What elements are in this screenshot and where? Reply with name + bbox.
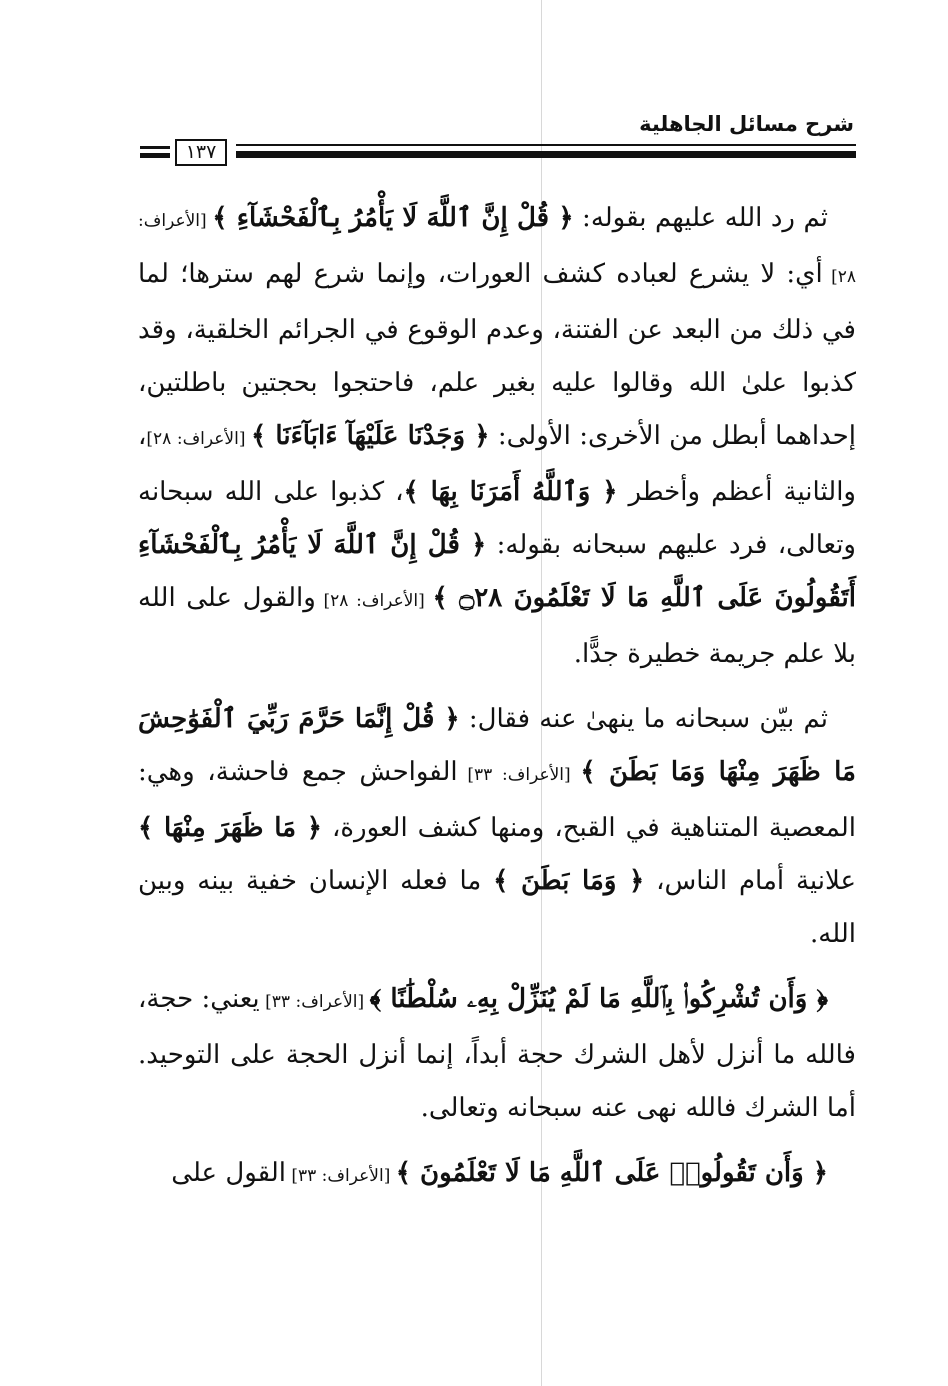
verse-reference: [الأعراف: ٢٨] [138, 211, 856, 287]
verse-reference: [الأعراف: ٣٣] [457, 765, 581, 785]
header-rule-left-thin [140, 146, 170, 149]
text-run: ثم رد الله عليهم بقوله: [573, 203, 828, 233]
text-run: علانية أمام الناس، [644, 866, 857, 896]
text-run: أي: لا يشرع لعباده كشف العورات، وإنما شرع لهم سترها؛ لما في ذلك من البعد عن الفتنة، وعدم الوقوع في الجرائم الخلقية، وقد كذبوا علىٰ الله وقالوا عليه بغير علم، فاحتجوا بحجتين باطلتين، إحداهما أبطل من الأخرى: الأولى: [138, 259, 856, 451]
verse-reference: [الأعراف: ٢٨] [315, 591, 433, 611]
paragraph-4 [138, 1147, 856, 1203]
running-header-title: شرح مسائل الجاهلية [639, 112, 854, 136]
quran-verse: ﴿ وَجَدْنَا عَلَيْهَآ ءَابَآءَنَا ﴾ [251, 421, 490, 451]
text-run: ، والثانية أعظم وأخطر [138, 421, 856, 507]
quran-verse: ﴿ قُلْ إِنَّ ٱللَّهَ لَا يَأْمُرُ بِٱلْفَحْشَآءِ أَتَقُولُونَ عَلَى ٱللَّهِ مَا لَا تَعْلَمُونَ ۝٢٨ ﴾ [138, 530, 856, 613]
header-rule-thin [236, 144, 856, 146]
paragraph-3 [138, 973, 856, 1135]
text-run: ، كذبوا على الله سبحانه وتعالى، فرد عليهم سبحانه بقوله: [138, 477, 856, 560]
quran-verse: ﴿ وَمَا بَطَنَ ﴾ [493, 866, 645, 896]
body-text [138, 192, 856, 1203]
verse-reference: [الأعراف: ٣٣] [285, 1166, 396, 1186]
text-run: الفواحش جمع فاحشة، وهي: المعصية المتناهية في القبح، ومنها كشف العورة، [138, 757, 856, 843]
verse-reference: [الأعراف: ٣٣] [259, 992, 370, 1012]
text-run: القول على [171, 1158, 286, 1188]
quran-verse: ﴿ قُلْ إِنَّ ٱللَّهَ لَا يَأْمُرُ بِٱلْفَحْشَآءِ ﴾ [212, 203, 574, 233]
quran-verse: ﴿ وَٱللَّهُ أَمَرَنَا بِهَا ﴾ [403, 477, 618, 507]
text-run: ثم بيّن سبحانه ما ينهىٰ عنه فقال: [459, 704, 828, 734]
quran-verse: ﴿ مَا ظَهَرَ مِنْهَا ﴾ [138, 813, 323, 843]
quran-verse: ﴿ وَأَن تَقُولُوا۟ عَلَى ٱللَّهِ مَا لَا تَعْلَمُونَ ﴾ [395, 1158, 828, 1188]
paragraph-1 [138, 192, 856, 681]
header-rule-left-thick [140, 153, 170, 158]
paragraph-2 [138, 693, 856, 961]
page-number: ١٣٧ [175, 139, 227, 166]
text-run: يعني: حجة، فالله ما أنزل لأهل الشرك حجة أبداً، إنما أنزل الحجة على التوحيد. أما الشرك فالله نهى عنه سبحانه وتعالى. [138, 984, 856, 1123]
verse-reference: [الأعراف: ٢٨] [146, 429, 252, 449]
text-run: ما فعله الإنسان خفية بينه وبين الله. [138, 866, 856, 949]
quran-verse: ﴿ قُلْ إِنَّمَا حَرَّمَ رَبِّيَ ٱلْفَوَٰحِشَ مَا ظَهَرَ مِنْهَا وَمَا بَطَنَ ﴾ [138, 704, 856, 787]
text-run: والقول على الله بلا علم جريمة خطيرة جدًّا. [138, 583, 856, 669]
quran-verse: ﴿ وَأَن تُشْرِكُوا۟ بِٱللَّهِ مَا لَمْ يُنَزِّلْ بِهِۦ سُلْطَٰنًا ﴾ [369, 984, 828, 1014]
header-rule-thick [236, 151, 856, 158]
